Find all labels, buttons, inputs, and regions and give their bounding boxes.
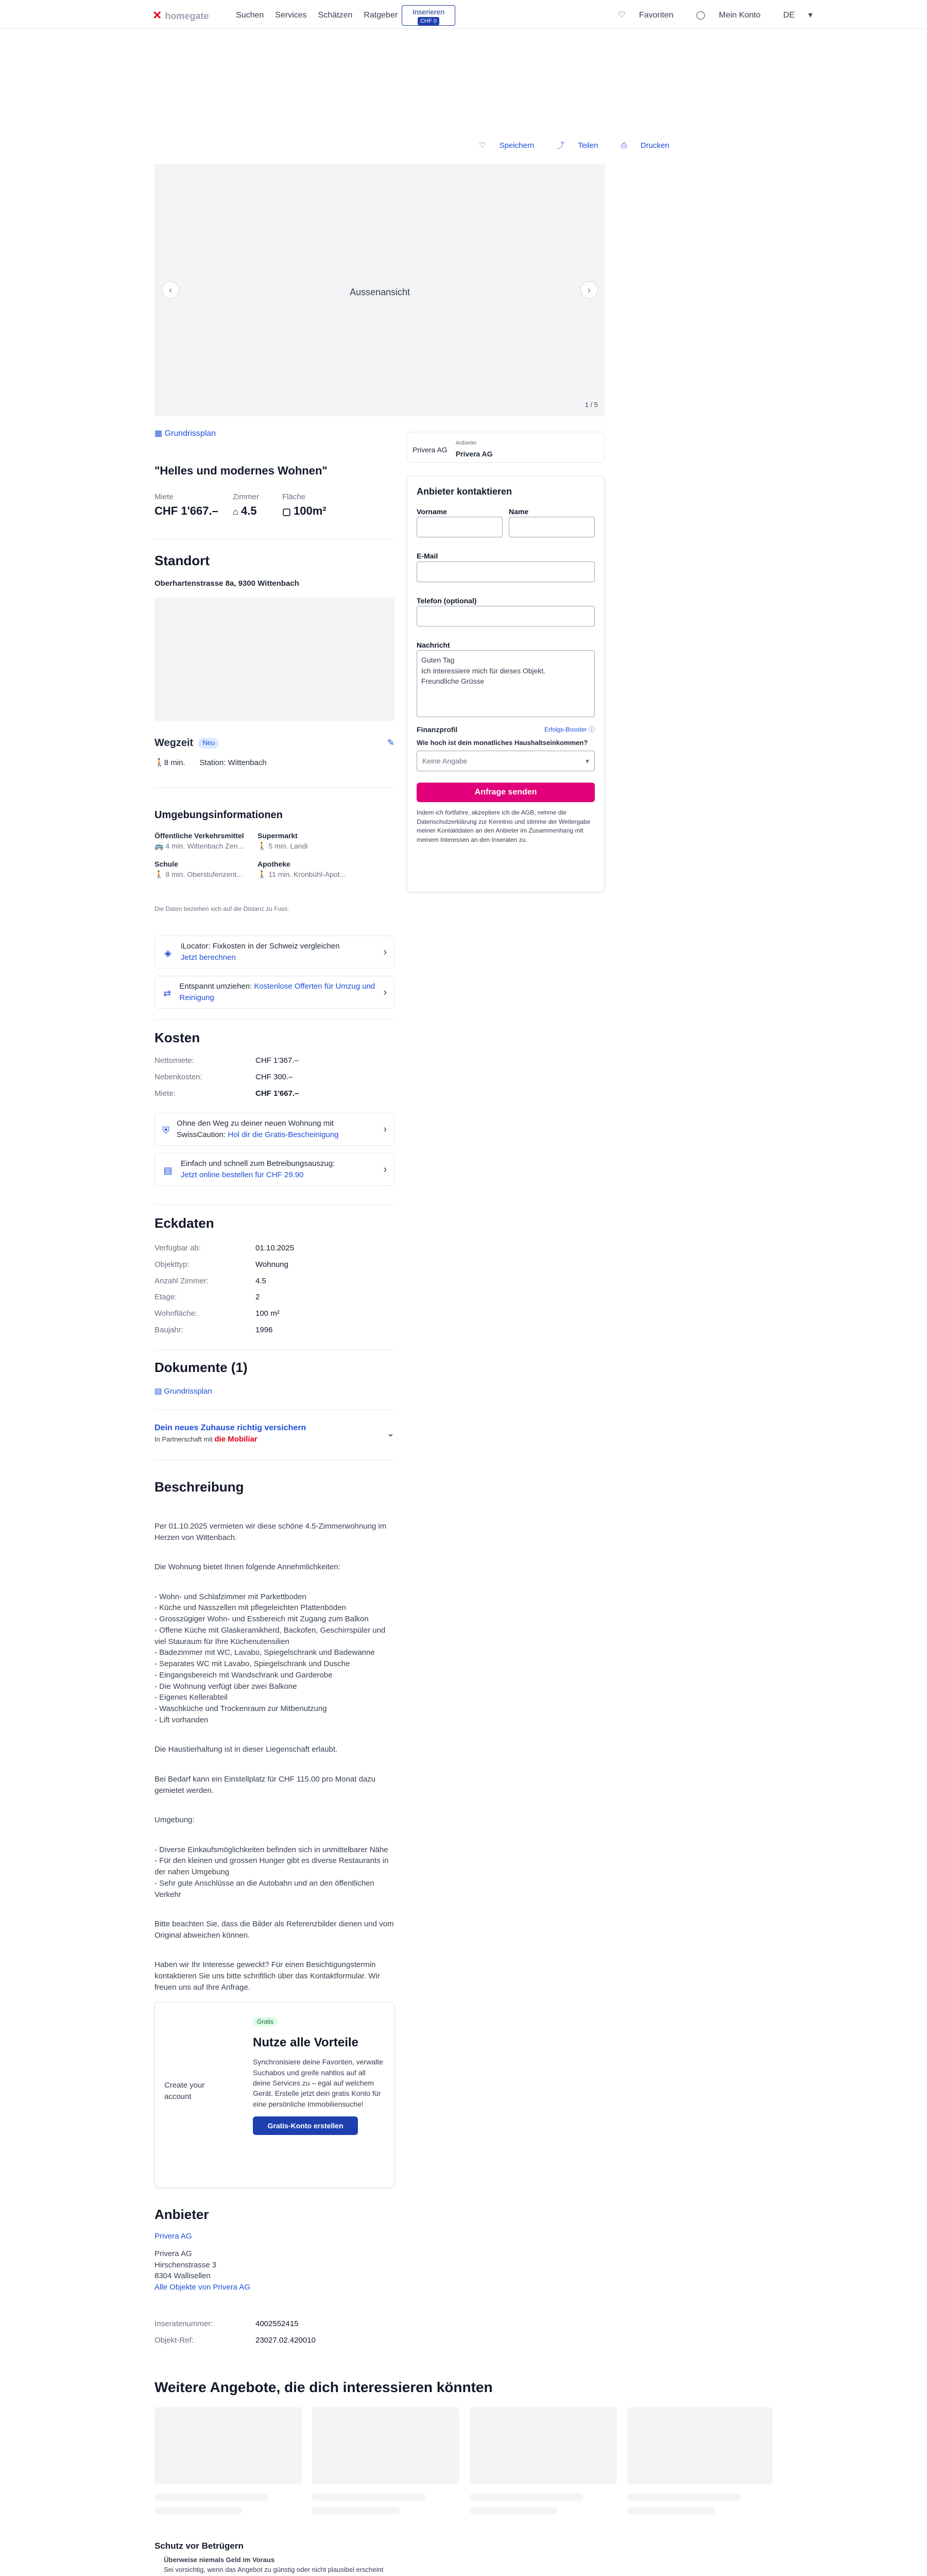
- env-item: Öffentliche Verkehrsmittel 🚌 4 min. Wittenbach Zen...: [154, 832, 244, 851]
- description-heading: Beschreibung: [154, 1479, 244, 1495]
- walk-icon: 🚶: [154, 758, 164, 767]
- nav-schaetzen[interactable]: Schätzen: [318, 11, 353, 20]
- promo-moving[interactable]: ⇄ Entspannt umziehen: Kostenlose Offerten für Umzug und Reinigung ›: [154, 976, 394, 1009]
- chevron-down-icon: ▾: [806, 11, 813, 20]
- contact-form: Anbieter kontaktieren Vorname Name E-Mail Telefon (optional) Nachricht Guten Tag Ich interessiere mich für dieses Objekt. Freundliche Grüsse Finanzprofil Erfolgs-Booster ⓘ Wie hoch ist dein monatliches Haushaltseinkommen? Keine Angabe ▾ Anfrage senden Indem ich fortfahre, akzeptiere ich die AGB, nehme die Datenschutzerklärung zur Kenntnis und stimme der Weitergabe meiner Kontaktdaten an den Anbieter im Zusammenhang mit meinem Interessen an den Inseraten zu.: [407, 476, 605, 892]
- details-heading: Eckdaten: [154, 1215, 214, 1231]
- listing-title: "Helles und modernes Wohnen": [154, 464, 328, 477]
- homegate-logo-icon: ✕: [152, 9, 162, 22]
- provider-info: Privera AG Privera AG Hirschenstrasse 3 8304 Wallisellen Alle Objekte von Privera AG: [154, 2232, 250, 2292]
- account-link[interactable]: ◯ Mein Konto: [696, 11, 761, 20]
- walk-icon: 🚶: [258, 870, 269, 878]
- heart-icon: ♡: [479, 141, 488, 150]
- phone-input[interactable]: [417, 606, 595, 626]
- rooms-icon: ⌂: [233, 506, 241, 517]
- chevron-right-icon: ›: [383, 946, 387, 958]
- main-nav: [236, 9, 409, 21]
- insert-button[interactable]: Inserieren CHF 0: [402, 5, 455, 26]
- divider: [154, 1460, 394, 1461]
- offer-card-placeholder[interactable]: [470, 2407, 617, 2514]
- provider-heading: Anbieter: [154, 2207, 209, 2222]
- free-badge: Gratis: [253, 2017, 278, 2026]
- heart-icon: ♡: [618, 11, 628, 20]
- offer-card-placeholder[interactable]: [154, 2407, 302, 2514]
- address: Oberhartenstrasse 8a, 9300 Wittenbach: [154, 579, 299, 588]
- fraud-list: Überweise niemals Geld im Voraus Sei vorsichtig, wenn das Angebot zu günstig oder nicht plausibel erscheint: [164, 2556, 384, 2573]
- route-info: 🚶 8 min. Station: Wittenbach: [154, 757, 267, 769]
- benefits-card: Create your account Gratis Nutze alle Vorteile Synchronisiere deine Favoriten, verwalte Suchabos und greife nahtlos auf all deine Services zu – egal auf welchem Gerät. Erstelle jetzt dein gratis Konto für eine persönliche Immobiliensuche! Gratis-Konto erstellen: [154, 2002, 394, 2188]
- message-textarea[interactable]: Guten Tag Ich interessiere mich für dieses Objekt. Freundliche Grüsse: [417, 650, 595, 717]
- promo-ilocator[interactable]: ◈ iLocator: Fixkosten in der Schweiz vergleichen Jetzt berechnen ›: [154, 936, 394, 969]
- nav-services[interactable]: Services: [275, 11, 307, 20]
- share-button[interactable]: ⤴ Teilen: [557, 141, 598, 150]
- gallery-caption: Aussenansicht: [349, 287, 410, 297]
- offer-card-placeholder[interactable]: [627, 2407, 772, 2514]
- floorplan-icon: ▦: [154, 429, 165, 438]
- insurance-accordion[interactable]: Dein neues Zuhause richtig versichern In Partnerschaft mit die Mobiliar ⌄: [154, 1423, 394, 1444]
- costs-table: Nettomiete: CHF 1'367.– Nebenkosten: CHF 300.– Miete: CHF 1'667.–: [154, 1056, 299, 1098]
- station-label: Station: Wittenbach: [199, 758, 267, 767]
- ilocator-icon: ◈: [164, 948, 171, 958]
- bus-icon: 🚌: [154, 842, 166, 851]
- firstname-input[interactable]: [417, 517, 503, 537]
- document-icon: ▤: [154, 1387, 164, 1396]
- mobiliar-logo: die Mobiliar: [214, 1435, 258, 1444]
- fraud-heading: Schutz vor Betrügern: [154, 2541, 244, 2551]
- document-link[interactable]: ▤ Grundrissplan: [154, 1387, 212, 1396]
- favorites-link[interactable]: ♡ Favoriten: [618, 11, 674, 20]
- header: [0, 0, 927, 29]
- reference-table: Inseratenummer: 4002552415 Objekt-Ref: 23027.02.420010: [154, 2319, 316, 2345]
- area-value: 100m²: [294, 504, 327, 517]
- document-icon: ▤: [163, 1165, 173, 1176]
- divider: [154, 1019, 394, 1020]
- chevron-right-icon: ›: [383, 1123, 387, 1135]
- nav-ratgeber[interactable]: Ratgeber: [364, 11, 398, 20]
- location-heading: Standort: [154, 553, 210, 568]
- chevron-down-icon: ▾: [585, 757, 589, 766]
- user-icon: ◯: [696, 11, 708, 20]
- rent-block: Miete CHF 1'667.–: [154, 492, 218, 519]
- route-section: [154, 736, 394, 751]
- environment-grid: [154, 831, 394, 879]
- language-select[interactable]: DE ▾: [783, 11, 813, 20]
- benefits-title: Nutze alle Vorteile: [253, 2035, 358, 2049]
- environment-note: Die Daten beziehen sich auf die Distanz zu Fuss.: [154, 905, 289, 912]
- send-request-button[interactable]: Anfrage senden: [417, 783, 595, 802]
- chevron-left-icon: ‹: [169, 285, 172, 295]
- shield-icon: ⛨: [162, 1125, 169, 1136]
- nav-suchen[interactable]: Suchen: [236, 11, 264, 20]
- floorplan-link[interactable]: ▦ Grundrissplan: [154, 429, 216, 438]
- costs-heading: Kosten: [154, 1030, 200, 1045]
- more-offers-heading: Weitere Angebote, die dich interessieren könnten: [154, 2379, 493, 2395]
- legal-note: Indem ich fortfahre, akzeptiere ich die AGB, nehme die Datenschutzerklärung zur Kenntnis und stimme der Weitergabe meiner Kontaktdaten an den Anbieter im Zusammenhang mit meinem Interessen an den Inseraten zu.: [417, 809, 591, 843]
- email-input[interactable]: [417, 562, 595, 582]
- chevron-right-icon: ›: [383, 1163, 387, 1175]
- offer-card-placeholder[interactable]: [312, 2407, 459, 2514]
- rooms-value: 4.5: [241, 504, 257, 517]
- gallery-counter: 1 / 5: [585, 401, 598, 409]
- share-icon: ⤴: [557, 141, 567, 150]
- description-text: Per 01.10.2025 vermieten wir diese schöne 4.5-Zimmerwohnung im Herzen von Wittenbach. Die Wohnung bietet Ihnen folgende Annehmlichkeiten: - Wohn- und Schlafzimmer mit Parkettboden - Küche und Nasszellen mit pflegeleichten Plattenböden - Grosszügiger Wohn- und Essbereich mit Zugang zum Balkon - Offene Küche mit Glaskeramikherd, Backofen, Geschirrspüler und viel Stauraum für Ihre Küchenutensilien - Badezimmer mit WC, Lavabo, Spiegelschrank und Badewanne - Separates WC mit Lavabo, Spiegelschrank und Dusche - Eingangsbereich mit Wandschrank und Garderobe - Die Wohnung verfügt über zwei Balkone - Eigenes Kellerabteil - Waschküche und Trockenraum zur Mitbenutzung - Lift vorhanden Die Haustierhaltung ist in dieser Liegenschaft erlaubt. Bei Bedarf kann ein Einstellplatz für CHF 115.00 pro Monat dazu gemietet werden. Umgebung: - Diverse Einkaufsmöglichkeiten befinden sich in unmittelbarer Nähe - Für den kleinen und grossen Hunger gibt es diverse Restaurants in der nahen Umgebung - Sehr gute Anschlüsse an die Autobahn und an den öffentlichen Verkehr Bitte beachten Sie, dass die Bilder als Referenzbilder dienen und vom Original abweichen können. Haben wir Ihr Interesse geweckt? Für einen Besichtigungstermin kontaktieren Sie uns bitte schriftlich über das Kontaktformular. Wir freuen uns auf Ihre Anfrage.: [154, 1521, 394, 1992]
- area-block: Fläche ▢ 100m²: [282, 493, 327, 517]
- new-badge: Neu: [198, 738, 219, 749]
- area-icon: ▢: [282, 506, 294, 517]
- walk-icon: 🚶: [258, 842, 269, 851]
- print-icon: ⎙: [621, 141, 629, 150]
- route-heading: Wegzeit: [154, 737, 194, 749]
- moving-icon: ⇄: [163, 988, 171, 998]
- more-offers-list: [154, 2407, 772, 2520]
- walk-icon: 🚶: [154, 870, 166, 878]
- chevron-right-icon: ›: [383, 986, 387, 998]
- environment-heading: Umgebungsinformationen: [154, 809, 283, 821]
- image-gallery[interactable]: [154, 164, 605, 416]
- save-button[interactable]: ♡ Speichern: [479, 141, 535, 150]
- listing-actions: [456, 140, 670, 151]
- edit-route-icon[interactable]: ✎: [387, 738, 394, 748]
- location-map[interactable]: [154, 598, 394, 721]
- insert-price-badge: CHF 0: [418, 17, 439, 25]
- env-item: Apotheke 🚶 11 min. Kronbühl-Apot...: [258, 859, 346, 878]
- all-objects-link[interactable]: Alle Objekte von Privera AG: [154, 2283, 250, 2292]
- income-select[interactable]: Keine Angabe ▾: [417, 751, 595, 771]
- env-item: Schule 🚶 8 min. Oberstufenzent...: [154, 859, 243, 878]
- rooms-block: Zimmer ⌂ 4.5: [233, 493, 259, 517]
- provider-mini-card: Privera AG Anbieter Privera AG: [407, 432, 605, 463]
- env-item: Supermarkt 🚶 5 min. Landi: [258, 832, 308, 851]
- documents-heading: Dokumente (1): [154, 1360, 248, 1375]
- info-icon: ⓘ: [588, 725, 595, 733]
- lastname-input[interactable]: [509, 517, 595, 537]
- promo-betreibung[interactable]: ▤ Einfach und schnell zum Betreibungsauszug: Jetzt online bestellen für CHF 29.90 ›: [154, 1153, 394, 1186]
- chevron-down-icon: ⌄: [386, 1428, 394, 1439]
- create-account-button[interactable]: Gratis-Konto erstellen: [253, 2116, 358, 2135]
- divider: [154, 787, 394, 788]
- details-table: Verfügbar ab: 01.10.2025 Objekttyp: Wohnung Anzahl Zimmer: 4.5 Etage: 2 Wohnfläche: 100 m² Baujahr: 1996: [154, 1244, 295, 1334]
- provider-name-link[interactable]: Privera AG: [154, 2232, 192, 2241]
- logo[interactable]: ✕ homegate: [152, 9, 209, 22]
- print-button[interactable]: ⎙ Drucken: [621, 141, 670, 150]
- header-right: [618, 9, 835, 21]
- promo-swisscaution[interactable]: ⛨ Ohne den Weg zu deiner neuen Wohnung mit SwissCaution: Hol dir die Gratis-Bescheinigung ›: [154, 1113, 394, 1146]
- booster-link[interactable]: Erfolgs-Booster ⓘ: [544, 725, 595, 733]
- chevron-right-icon: ›: [588, 285, 591, 295]
- rent-value: CHF 1'667.–: [154, 504, 218, 517]
